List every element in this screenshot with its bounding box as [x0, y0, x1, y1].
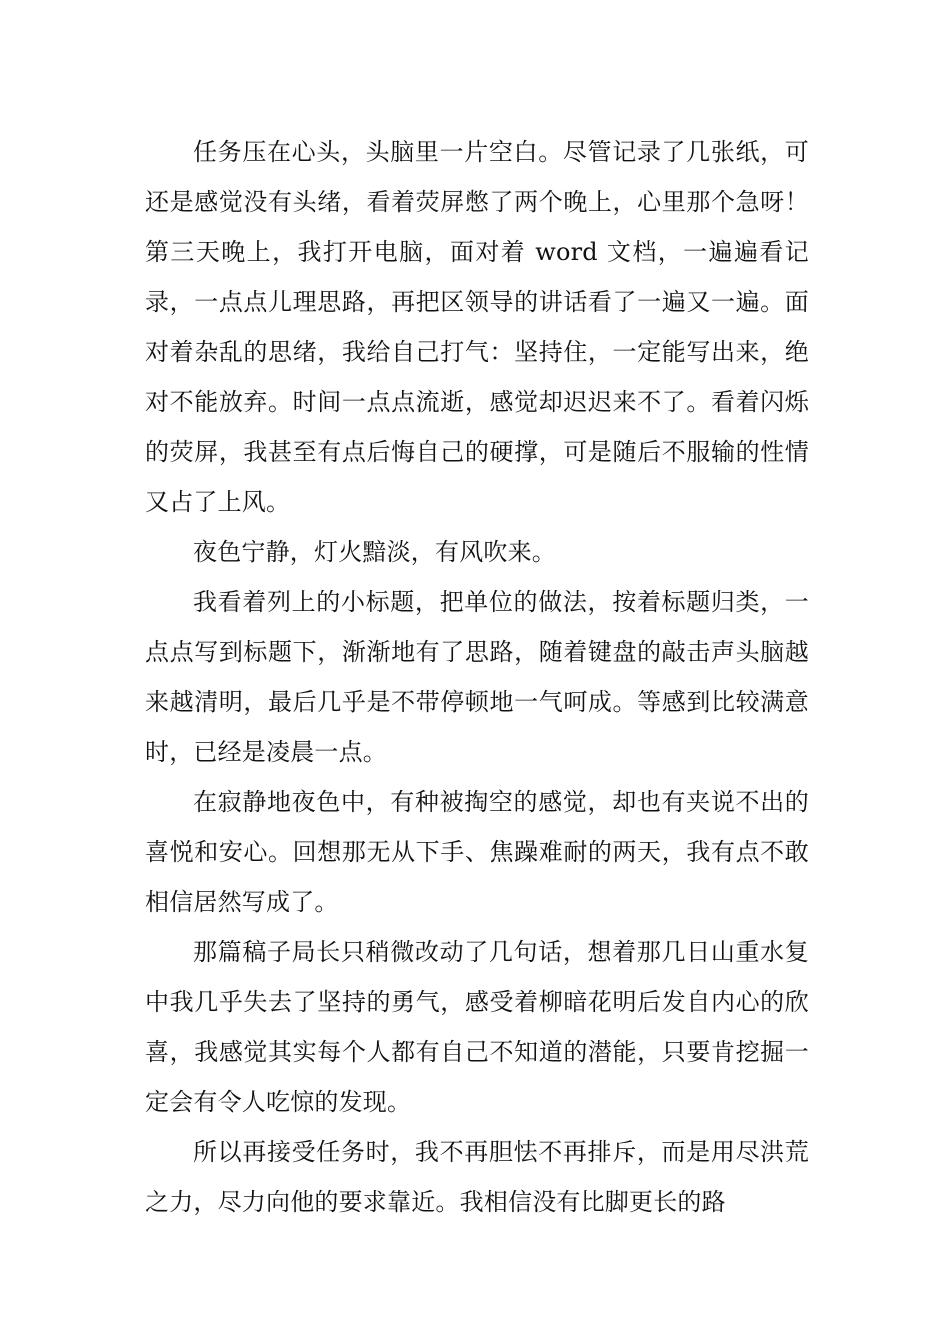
- document-body: [145, 127, 809, 1227]
- paragraph: 那篇稿子局长只稍微改动了几句话，想着那几日山重水复中我几乎失去了坚持的勇气，感受着柳暗花明后发自内心的欣喜，我感觉其实每个人都有自己不知道的潜能，只要肯挖掘一定会有令人吃惊的发现。: [145, 938, 809, 1116]
- paragraph: 我看着列上的小标题，把单位的做法，按着标题归类，一点点写到标题下，渐渐地有了思路，随着键盘的敲击声头脑越来越清明，最后几乎是不带停顿地一气呵成。等感到比较满意时，已经是凌晨一点。: [145, 588, 809, 766]
- paragraph: 任务压在心头，头脑里一片空白。尽管记录了几张纸，可还是感觉没有头绪，看着荧屏憋了两个晚上，心里那个急呀！第三天晚上，我打开电脑，面对着 word 文档，一遍遍看记录，一点点儿理思路，再把区领导的讲话看了一遍又一遍。面对着杂乱的思绪，我给自己打气：坚持住，一定能写出来，绝对不能放弃。时间一点点流逝，感觉却迟迟来不了。看着闪烁的荧屏，我甚至有点后悔自己的硬撑，可是随后不服输的性情又占了上风。: [145, 138, 809, 516]
- paragraph: 在寂静地夜色中，有种被掏空的感觉，却也有夹说不出的喜悦和安心。回想那无从下手、焦躁难耐的两天，我有点不敢相信居然写成了。: [145, 788, 809, 916]
- paragraph: 所以再接受任务时，我不再胆怯不再排斥，而是用尽洪荒之力，尽力向他的要求靠近。我相信没有比脚更长的路: [145, 1138, 809, 1216]
- paragraph: 夜色宁静，灯火黯淡，有风吹来。: [193, 538, 556, 566]
